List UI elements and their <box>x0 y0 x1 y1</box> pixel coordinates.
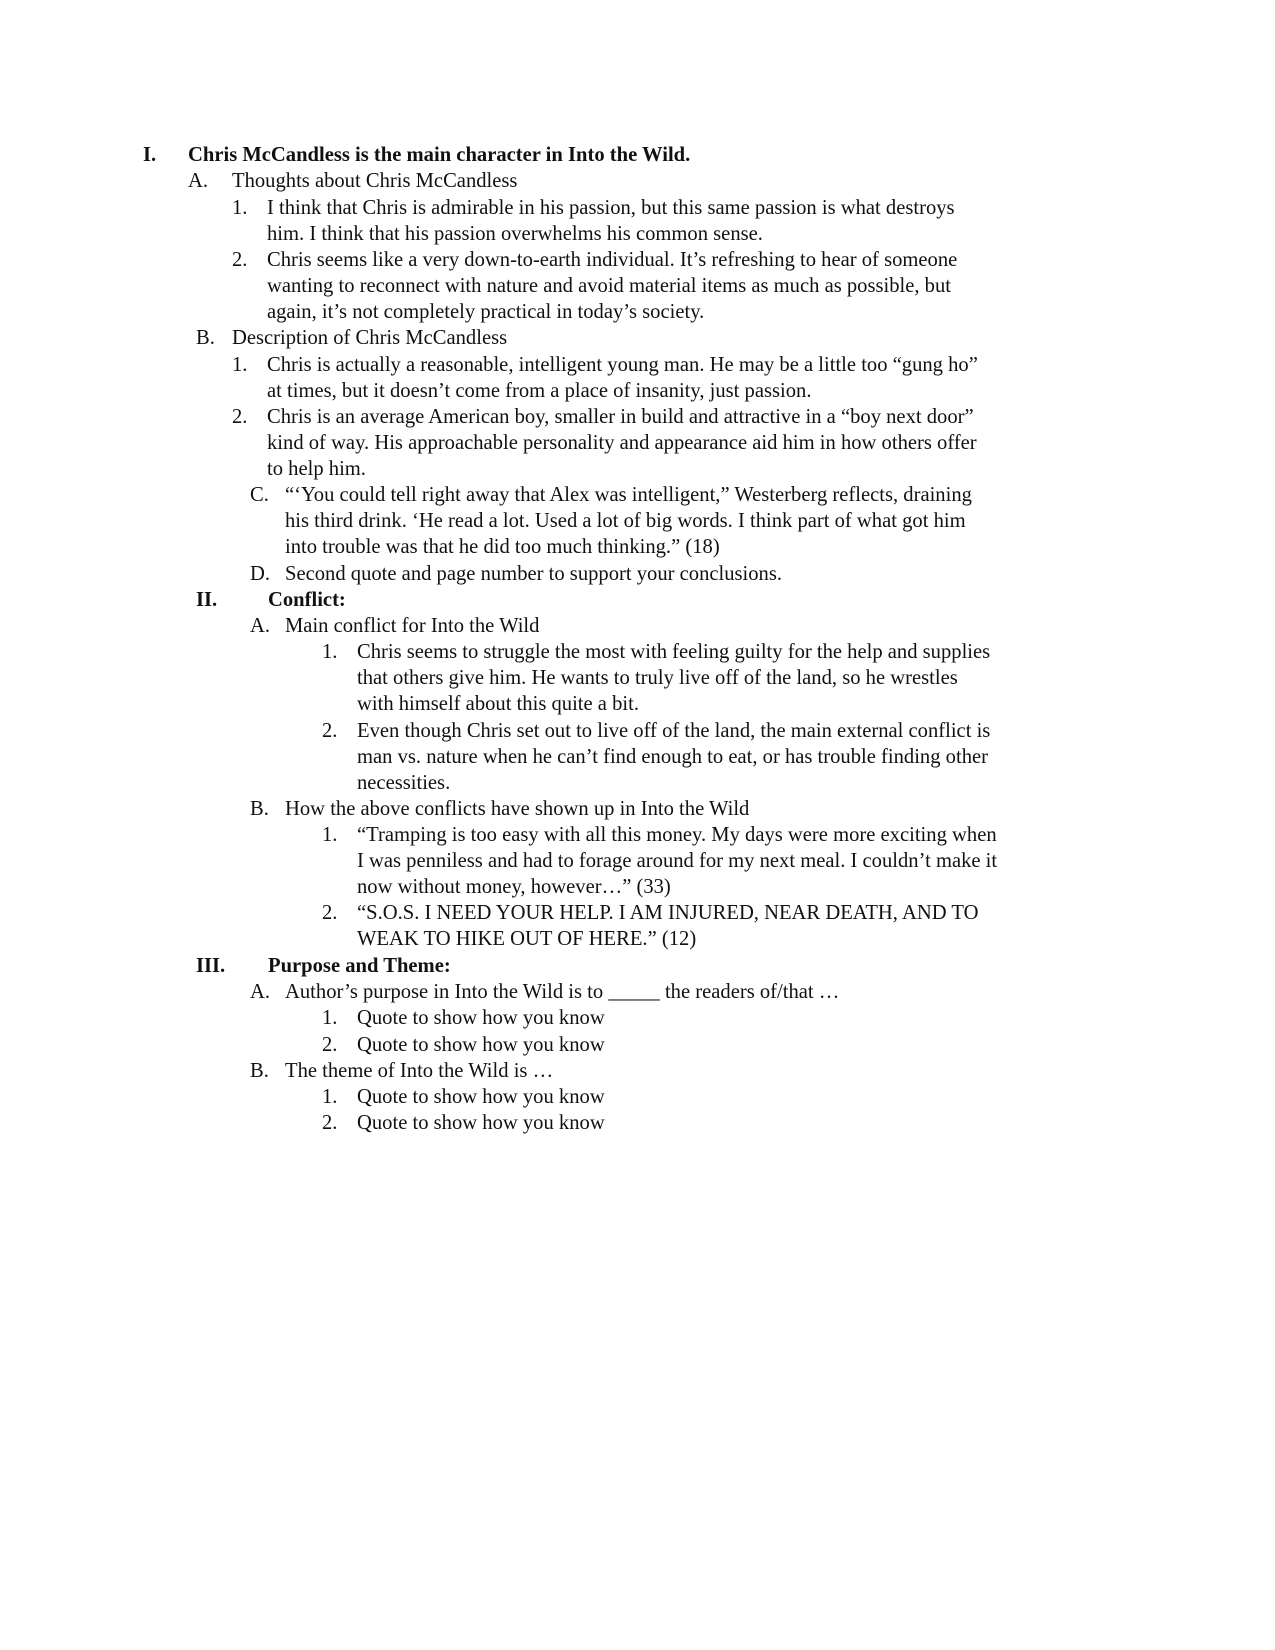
outline-text-line: to help him. <box>267 458 366 481</box>
outline-text-line: Purpose and Theme: <box>268 955 451 977</box>
outline-marker: A. <box>250 615 271 637</box>
outline-text-line: again, it’s not completely practical in today’s society. <box>267 301 705 324</box>
outline-marker: 1. <box>322 1007 338 1029</box>
outline-text-line: Second quote and page number to support your conclusions. <box>285 563 783 585</box>
outline-marker: 1. <box>232 197 248 219</box>
outline-marker: II. <box>196 589 218 611</box>
outline-text-line: The theme of Into the Wild is … <box>285 1060 554 1082</box>
outline-text-line: How the above conflicts have shown up in Into the Wild <box>285 798 750 820</box>
outline-text-line: Chris seems like a very down-to-earth individual. It’s refreshing to hear of someone <box>267 249 958 271</box>
outline-marker: D. <box>250 563 271 585</box>
outline-text-line: Chris is an average American boy, smaller in build and attractive in a “boy next door” <box>267 406 974 428</box>
outline-text-line: Conflict: <box>268 589 346 611</box>
outline-text-line: man vs. nature when he can’t find enough to eat, or has trouble finding other <box>357 746 988 769</box>
outline-text-line: wanting to reconnect with nature and avoid material items as much as possible, but <box>267 275 951 298</box>
outline-marker: B. <box>250 1060 269 1082</box>
outline-marker: 1. <box>322 1086 338 1108</box>
outline-text-line: Chris McCandless is the main character in Into the Wild. <box>188 144 691 166</box>
outline-marker: 2. <box>322 1112 338 1134</box>
outline-marker: 1. <box>322 641 338 663</box>
outline-marker: III. <box>196 955 226 977</box>
outline-marker: 2. <box>322 1034 338 1056</box>
outline-text-line: Quote to show how you know <box>357 1034 605 1056</box>
outline-text-line: with himself about this quite a bit. <box>357 693 639 716</box>
outline-marker: B. <box>196 327 215 349</box>
outline-text-line: Quote to show how you know <box>357 1086 605 1108</box>
outline-marker: 1. <box>322 824 338 846</box>
outline-marker: A. <box>188 170 209 192</box>
outline-text-line: Author’s purpose in Into the Wild is to _____ the readers of/that … <box>285 981 840 1003</box>
outline-text-line: Quote to show how you know <box>357 1007 605 1029</box>
outline-text-line: now without money, however…” (33) <box>357 876 671 899</box>
outline-text-line: him. I think that his passion overwhelms his common sense. <box>267 223 763 246</box>
outline-marker: A. <box>250 981 271 1003</box>
outline-text-line: Chris is actually a reasonable, intelligent young man. He may be a little too “gung ho” <box>267 354 978 376</box>
outline-text-line: into trouble was that he did too much thinking.” (18) <box>285 536 720 559</box>
outline-text-line: Description of Chris McCandless <box>232 327 508 349</box>
outline-text-line: at times, but it doesn’t come from a place of insanity, just passion. <box>267 380 812 403</box>
outline-text-line: Main conflict for Into the Wild <box>285 615 540 637</box>
outline-marker: C. <box>250 484 269 506</box>
outline-marker: 2. <box>322 720 338 742</box>
outline-text-line: I think that Chris is admirable in his passion, but this same passion is what destroys <box>267 197 955 219</box>
outline-text-line: “S.O.S. I NEED YOUR HELP. I AM INJURED, NEAR DEATH, AND TO <box>357 902 979 924</box>
outline-text-line: necessities. <box>357 772 451 795</box>
outline-text-line: kind of way. His approachable personality and appearance aid him in how others offer <box>267 432 977 455</box>
outline-marker: 2. <box>232 406 248 428</box>
outline-text-line: I was penniless and had to forage around for my next meal. I couldn’t make it <box>357 850 998 873</box>
outline-text-line: “‘You could tell right away that Alex was intelligent,” Westerberg reflects, draining <box>285 484 972 506</box>
outline-text-line: Chris seems to struggle the most with feeling guilty for the help and supplies <box>357 641 991 663</box>
outline-marker: 1. <box>232 354 248 376</box>
outline-marker: I. <box>143 144 157 166</box>
outline-marker: 2. <box>232 249 248 271</box>
outline-text-line: WEAK TO HIKE OUT OF HERE.” (12) <box>357 928 697 951</box>
outline-marker: 2. <box>322 902 338 924</box>
outline-text-line: Quote to show how you know <box>357 1112 605 1134</box>
outline-text-line: that others give him. He wants to truly live off of the land, so he wrestles <box>357 667 958 690</box>
outline-text-line: his third drink. ‘He read a lot. Used a lot of big words. I think part of what got him <box>285 510 966 533</box>
outline-text-line: “Tramping is too easy with all this money. My days were more exciting when <box>357 824 997 846</box>
outline-text-line: Thoughts about Chris McCandless <box>232 170 518 192</box>
outline-marker: B. <box>250 798 269 820</box>
outline-text-line: Even though Chris set out to live off of the land, the main external conflict is <box>357 720 991 742</box>
